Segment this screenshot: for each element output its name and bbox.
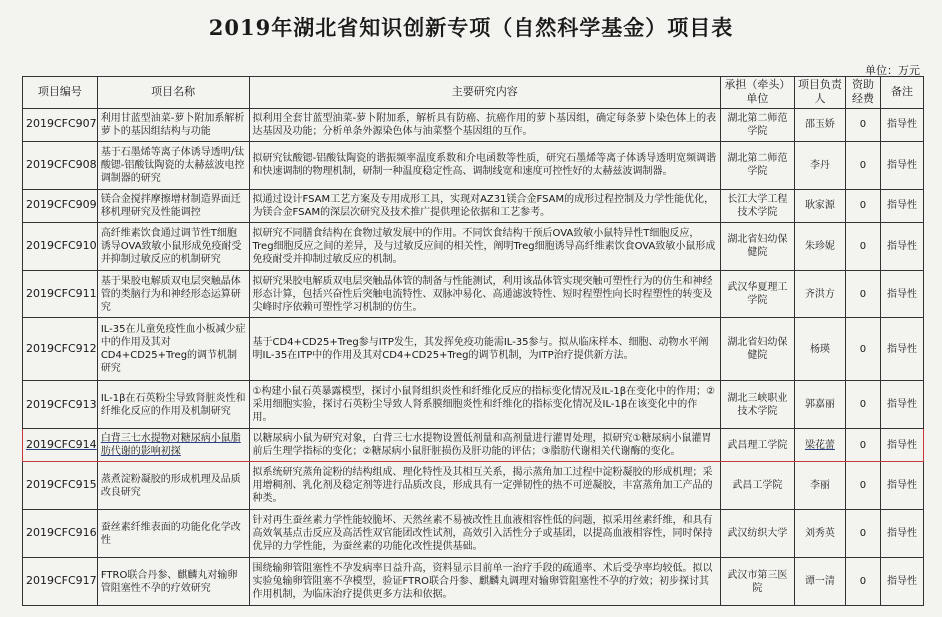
table-row [23,270,924,318]
project-name: 高纤维素饮食通过调节性T细胞诱导OVA致敏小鼠形成免疫耐受并抑制过敏反应的机制研究 [97,222,249,270]
project-org: 湖北省妇幼保健院 [721,318,795,381]
project-leader: 朱珍妮 [794,222,845,270]
project-note: 指导性 [880,381,923,429]
project-content: ①构建小鼠石英暴露模型，探讨小鼠肾组织炎性和纤维化反应的指标变化情况及IL-1β在变化中的作用；②采用细胞实验，探讨石英粉尘导致人肾系膜细胞炎性和纤维化的指标变化情况及IL-1β在该变化中的作用。 [249,381,721,429]
project-content: 拟通过设计FSAM工艺方案及专用成形工具，实现对AZ31镁合金FSAM的成形过程控制及力学性能优化，为镁合金FSAM的深层次研究及技术推广提供理论依据和工艺参考。 [249,189,721,222]
header-content: 主要研究内容 [249,77,721,109]
project-org: 长江大学工程技术学院 [721,189,795,222]
table-row [23,141,924,189]
project-id: 2019CFC910 [23,222,98,270]
project-fund: 0 [846,558,881,606]
project-fund: 0 [846,318,881,381]
project-id: 2019CFC908 [23,141,98,189]
project-content: 围绕输卵管阻塞性不孕发病率日益升高，资料显示目前单一治疗手段的疏通率、术后受孕率均较低。拟以实验兔输卵管阻塞不孕模型，验证FTRO联合丹参、麒麟丸调理对输卵管阻塞性不孕的疗效；初步探讨其作用机制，为临床治疗提供更多方法和依据。 [249,558,721,606]
project-note: 指导性 [880,222,923,270]
project-org: 武汉纺织大学 [721,510,795,558]
project-note: 指导性 [880,510,923,558]
table-row [23,318,924,381]
project-leader: 李丽 [794,462,845,510]
project-note: 指导性 [880,318,923,381]
project-id: 2019CFC909 [23,189,98,222]
project-note: 指导性 [880,108,923,141]
project-note: 指导性 [880,189,923,222]
project-table [22,76,924,606]
project-org: 武昌理工学院 [721,429,795,462]
project-name: IL-35在儿童免疫性血小板减少症中的作用及其对CD4+CD25+Treg的调节机制研究 [97,318,249,381]
project-content: 拟研究不同膳食结构在食物过敏发展中的作用。不同饮食结构干预后OVA致敏小鼠特异性T细胞反应，Treg细胞反应之间的差异，及与过敏反应间的相关性，阐明Treg细胞诱导高纤维素饮食OVA致敏小鼠形成免疫耐受并抑制过敏反应的机制。 [249,222,721,270]
project-name: FTRO联合丹参、麒麟丸对输卵管阻塞性不孕的疗效研究 [97,558,249,606]
table-row [23,189,924,222]
header-org: 承担（牵头）单位 [721,77,795,109]
project-name: 利用甘蓝型油菜-萝卜附加系解析萝卜的基因组结构与功能 [97,108,249,141]
project-name: 蚕丝素纤维表面的功能化化学改性 [97,510,249,558]
project-name: 基于石墨烯等离子体诱导透明/钛酸锶-铝酸钛陶瓷的太赫兹波电控调制器的研究 [97,141,249,189]
project-fund: 0 [846,510,881,558]
project-fund: 0 [846,222,881,270]
project-leader-text: 梁花蕾 [804,439,835,451]
table-row [23,222,924,270]
project-org: 武昌工学院 [721,462,795,510]
header-name: 项目名称 [97,77,249,109]
project-content: 针对再生蚕丝素力学性能较脆坏、天然丝素不易被改性且血液相容性低的问题，拟采用丝素纤维，和具有高效氧基点击反应及高活性双官能团改性试剂，高效引入活性分子或基团，以提高血液相容性，同时保持优异的力学性能，为蚕丝素的功能化改性提供基础。 [249,510,721,558]
project-leader: 邵玉娇 [794,108,845,141]
project-fund: 0 [846,462,881,510]
project-name: 基于果胶电解质双电层突触晶体管的类脑行为和神经形态运算研究 [97,270,249,318]
project-id [23,429,98,462]
table-row [23,510,924,558]
project-org: 湖北第二师范学院 [721,141,795,189]
project-leader [794,429,845,462]
unit-label: 单位：万元 [865,64,920,77]
header-id: 项目编号 [23,77,98,109]
project-id: 2019CFC911 [23,270,98,318]
project-id: 2019CFC913 [23,381,98,429]
project-org: 武汉华夏理工学院 [721,270,795,318]
project-content: 基于CD4+CD25+Treg参与ITP发生，其发挥免疫功能需IL-35参与。拟从临床样本、细胞、动物水平阐明IL-35在ITP中的作用及其对CD4+CD25+Treg的调节机制，为ITP治疗提供新方法。 [249,318,721,381]
project-org: 湖北三峡职业技术学院 [721,381,795,429]
project-note: 指导性 [880,429,923,462]
project-content: 以糖尿病小鼠为研究对象，白背三七水提物设置低剂量和高剂量进行灌胃处理，拟研究①糖尿病小鼠灌胃前后生理学指标的变化；②糖尿病小鼠肝脏损伤及肝功能的评估；③脂肪代谢相关代谢酶的变化。 [249,429,721,462]
project-leader: 刘秀英 [794,510,845,558]
project-note: 指导性 [880,141,923,189]
project-fund: 0 [846,381,881,429]
project-id: 2019CFC907 [23,108,98,141]
project-content: 拟系统研究蒸角淀粉的结构组成、理化特性及其相互关系，揭示蒸角加工过程中淀粉凝胶的形成机理；采用增稠剂、乳化剂及稳定剂等进行品质改良，形成具有一定弹韧性的热不可逆凝胶，丰富蒸角加工产品的种类。 [249,462,721,510]
project-content: 拟研究钛酸锶-铝酸钛陶瓷的谐振频率温度系数和介电函数等性质，研究石墨烯等离子体诱导透明宽频调谐和快速调制的物理机制，研制一种温度稳定性高、调制线宽和速度可控性好的太赫兹波调制器。 [249,141,721,189]
project-name: 镁合金搅拌摩擦增材制造界面迁移机理研究及性能调控 [97,189,249,222]
project-name: IL-1β在石英粉尘导致肾脏炎性和纤维化反应的作用及机制研究 [97,381,249,429]
project-name-text: 白背三七水提物对糖尿病小鼠脂肪代谢的影响初探 [100,433,241,458]
project-leader: 耿家源 [794,189,845,222]
project-fund: 0 [846,270,881,318]
project-fund: 0 [846,141,881,189]
project-id: 2019CFC916 [23,510,98,558]
table-row [23,558,924,606]
project-content: 拟研究果胶电解质双电层突触晶体管的制备与性能测试，利用该晶体管实现突触可塑性行为的仿生和神经形态计算，包括兴奋性后突触电流特性、双脉冲易化、高通滤波特性、短时程塑性向长时程塑性的转变及尖峰时序依赖可塑性学习机制的仿生。 [249,270,721,318]
project-fund: 0 [846,108,881,141]
table-row-highlighted [23,429,924,462]
project-leader: 谭一清 [794,558,845,606]
project-org: 湖北第二师范学院 [721,108,795,141]
header-leader: 项目负责人 [794,77,845,109]
project-leader: 杨瑛 [794,318,845,381]
project-leader: 齐洪方 [794,270,845,318]
project-note: 指导性 [880,462,923,510]
project-leader: 郭嘉丽 [794,381,845,429]
table-row [23,381,924,429]
project-content: 拟利用全套甘蓝型油菜-萝卜附加系，解析具有防癌、抗癌作用的萝卜基因组，确定每条萝卜染色体上的表达基因及功能；分析单条外源染色体与油菜整个基因组的互作。 [249,108,721,141]
header-note: 备注 [880,77,923,109]
table-header-row [23,77,924,109]
project-note: 指导性 [880,558,923,606]
project-fund: 0 [846,189,881,222]
project-org: 武汉市第三医院 [721,558,795,606]
header-fund: 资助经费 [846,77,881,109]
project-org: 湖北省妇幼保健院 [721,222,795,270]
table-row [23,462,924,510]
project-id: 2019CFC915 [23,462,98,510]
project-id: 2019CFC917 [23,558,98,606]
project-id: 2019CFC912 [23,318,98,381]
table-row [23,108,924,141]
project-fund: 0 [846,429,881,462]
project-name: 蒸煮淀粉凝胶的形成机理及品质改良研究 [97,462,249,510]
project-leader: 李丹 [794,141,845,189]
project-name [97,429,249,462]
project-id-text: 2019CFC914 [26,438,97,451]
project-note: 指导性 [880,270,923,318]
document-title: 2019年湖北省知识创新专项（自然科学基金）项目表 [208,15,734,40]
